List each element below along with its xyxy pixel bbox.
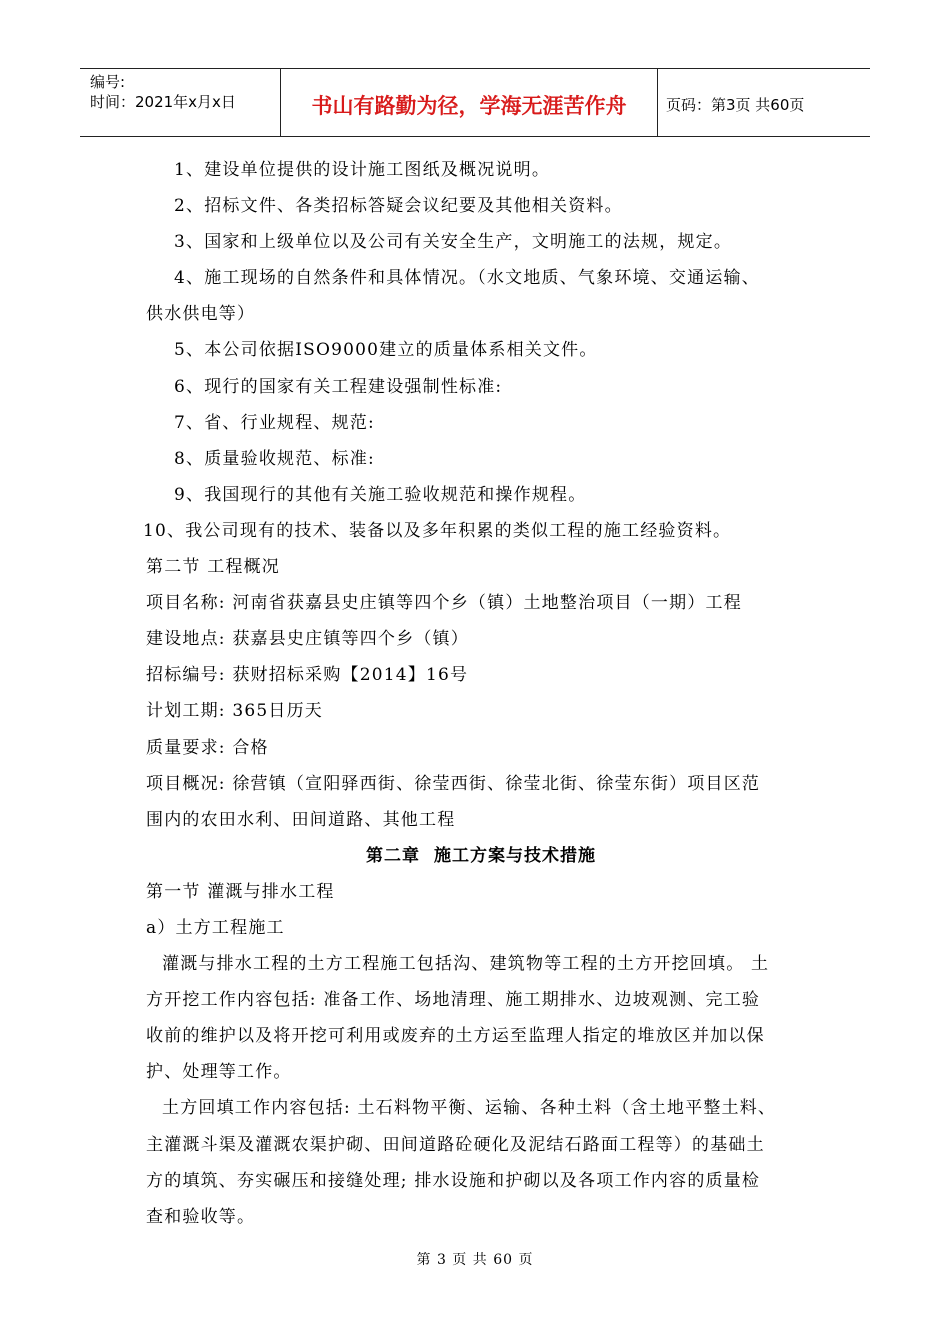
paragraph-line: 5、本公司依据ISO9000建立的质量体系相关文件。: [174, 340, 598, 361]
page-header: [80, 68, 870, 137]
document-date-label: 时间：2021年x月x日: [90, 93, 236, 111]
paragraph-line: 主灌溉斗渠及灌溉农渠护砌、田间道路砼硬化及泥结石路面工程等）的基础土: [146, 1134, 765, 1155]
paragraph-line: 8、质量验收规范、标准:: [174, 448, 375, 469]
header-meta: [80, 69, 280, 136]
section-heading: 第一节 灌溉与排水工程: [146, 881, 335, 902]
chapter-number: 第二章: [366, 845, 420, 866]
paragraph-line: 2、招标文件、各类招标答疑会议纪要及其他相关资料。: [174, 196, 623, 217]
section-heading: 第二节 工程概况: [146, 557, 281, 578]
paragraph-line: 9、我国现行的其他有关施工验收规范和操作规程。: [174, 484, 587, 505]
project-name: 项目名称: 河南省获嘉县史庄镇等四个乡（镇）土地整治项目（一期）工程: [146, 593, 742, 614]
paragraph-line: 4、施工现场的自然条件和具体情况。（水文地质、气象环境、交通运输、: [174, 268, 760, 289]
paragraph-line: 1、建设单位提供的设计施工图纸及概况说明。: [174, 160, 551, 180]
page-footer: 第 3 页 共 60 页: [416, 1252, 534, 1268]
paragraph-line: 方的填筑、夯实碾压和接缝处理; 排水设施和护砌以及各项工作内容的质量检: [146, 1170, 761, 1191]
paragraph-line: 10、我公司现有的技术、装备以及多年积累的类似工程的施工经验资料。: [143, 520, 732, 541]
header-motto: 书山有路勤为径，学海无涯苦作舟: [280, 69, 658, 136]
paragraph-line: 3、国家和上级单位以及公司有关安全生产，文明施工的法规，规定。: [174, 232, 733, 253]
quality-requirement: 质量要求: 合格: [146, 737, 269, 758]
paragraph-line: 土方回填工作内容包括: 土石料物平衡、运输、各种土料（含土地平整土料、: [162, 1098, 777, 1119]
planned-duration: 计划工期: 365日历天: [146, 701, 323, 722]
paragraph-line: 7、省、行业规程、规范:: [174, 412, 375, 433]
tender-number: 招标编号: 获财招标采购【2014】16号: [146, 665, 469, 686]
header-page-number: 页码：第3页 共60页: [666, 96, 805, 114]
paragraph-line: 方开挖工作内容包括: 准备工作、场地清理、施工期排水、边坡观测、完工验: [146, 990, 761, 1011]
paragraph-line: 供水供电等）: [146, 304, 256, 325]
project-overview-cont: 围内的农田水利、田间道路、其他工程: [146, 809, 456, 830]
subsection-heading: a）土方工程施工: [146, 917, 285, 938]
chapter-heading: [146, 838, 816, 874]
paragraph-line: 收前的维护以及将开挖可利用或废弃的土方运至监理人指定的堆放区并加以保: [146, 1026, 765, 1047]
paragraph-line: 6、现行的国家有关工程建设强制性标准:: [174, 376, 503, 397]
document-number-label: 编号:: [90, 73, 126, 91]
document-body: [143, 152, 816, 1235]
project-location: 建设地点: 获嘉县史庄镇等四个乡（镇）: [146, 629, 469, 650]
paragraph-line: 查和验收等。: [146, 1206, 256, 1227]
paragraph-line: 灌溉与排水工程的土方工程施工包括沟、建筑物等工程的土方开挖回填。 土: [162, 954, 770, 975]
project-overview: 项目概况: 徐营镇（宣阳驿西街、徐莹西街、徐莹北街、徐莹东街）项目区范: [146, 773, 761, 794]
paragraph-line: 护、处理等工作。: [146, 1062, 292, 1083]
chapter-title: 施工方案与技术措施: [434, 845, 596, 866]
